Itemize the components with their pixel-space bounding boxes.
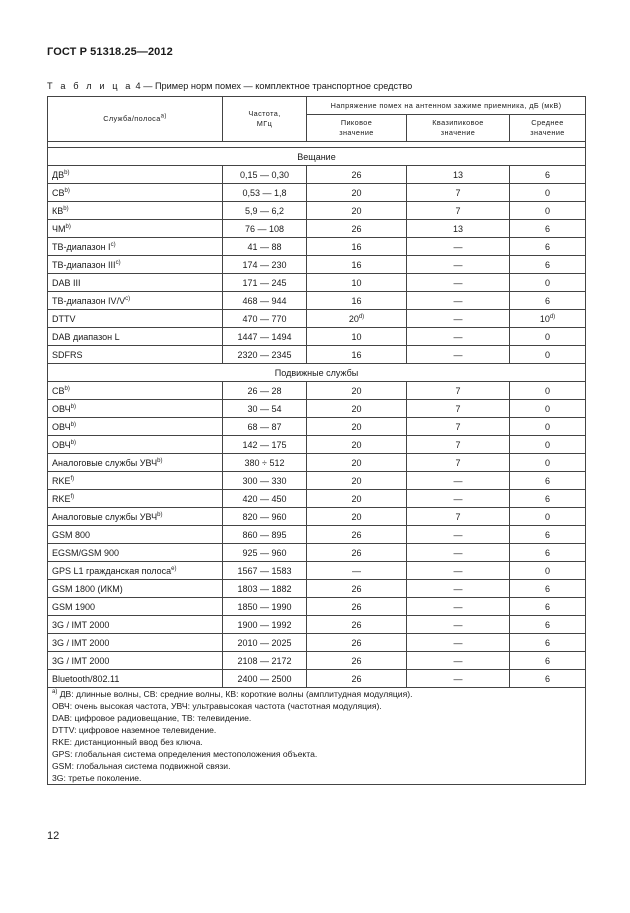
average-cell: 6 xyxy=(510,670,586,688)
peak-cell: 16 xyxy=(307,256,407,274)
table-row xyxy=(48,310,586,328)
norms-table xyxy=(47,96,586,785)
table-row xyxy=(48,202,586,220)
peak-cell: 26 xyxy=(307,652,407,670)
peak-cell: 20 xyxy=(307,508,407,526)
peak-cell: 26 xyxy=(307,526,407,544)
frequency-cell: 1850 — 1990 xyxy=(223,598,307,616)
service-cell: СВ$^{b)}$ xyxy=(48,382,223,400)
service-cell: DAB III xyxy=(48,274,223,292)
header-quasi-peak: Квазипиковое значение xyxy=(407,115,510,142)
frequency-cell: 860 — 895 xyxy=(223,526,307,544)
footnote-line: GSM: глобальная система подвижной связи. xyxy=(52,761,231,771)
frequency-cell: 174 — 230 xyxy=(223,256,307,274)
table-row xyxy=(48,616,586,634)
table-row xyxy=(48,346,586,364)
footnote-line: DAB: цифровое радиовещание, ТВ: телевидение. xyxy=(52,713,252,723)
service-cell: КВ$^{b)}$ xyxy=(48,202,223,220)
table-caption-label: Т а б л и ц а xyxy=(47,81,133,91)
quasi-peak-cell: 7 xyxy=(407,454,510,472)
table-footnotes xyxy=(48,688,586,785)
average-cell: 6 xyxy=(510,634,586,652)
frequency-cell: 2010 — 2025 xyxy=(223,634,307,652)
average-cell: 0 xyxy=(510,418,586,436)
table-row xyxy=(48,400,586,418)
table-row xyxy=(48,526,586,544)
service-cell: DAB диапазон L xyxy=(48,328,223,346)
service-cell: ДВ$^{b)}$ xyxy=(48,166,223,184)
frequency-cell: 171 — 245 xyxy=(223,274,307,292)
table-caption-text: — Пример норм помех — комплектное транспортное средство xyxy=(140,81,413,91)
peak-cell: 16 xyxy=(307,346,407,364)
table-row xyxy=(48,274,586,292)
frequency-cell: 300 — 330 xyxy=(223,472,307,490)
service-cell: GSM 1800 (ИКМ) xyxy=(48,580,223,598)
peak-cell: 20 xyxy=(307,400,407,418)
quasi-peak-cell: — xyxy=(407,328,510,346)
average-cell: 10$^{d)}$ xyxy=(510,310,586,328)
service-cell: Аналоговые службы УВЧ$^{b)}$ xyxy=(48,508,223,526)
service-cell: СВ$^{b)}$ xyxy=(48,184,223,202)
frequency-cell: 76 — 108 xyxy=(223,220,307,238)
peak-cell: 20 xyxy=(307,454,407,472)
peak-cell: 20 xyxy=(307,184,407,202)
peak-cell: 26 xyxy=(307,616,407,634)
frequency-cell: 380 ÷ 512 xyxy=(223,454,307,472)
table-row xyxy=(48,166,586,184)
average-cell: 6 xyxy=(510,580,586,598)
peak-cell: 20 xyxy=(307,436,407,454)
footnote-line: ОВЧ: очень высокая частота, УВЧ: ультравысокая частота (частотная модуляция). xyxy=(52,701,382,711)
table-row xyxy=(48,436,586,454)
peak-cell: 26 xyxy=(307,634,407,652)
frequency-cell: 41 — 88 xyxy=(223,238,307,256)
peak-cell: 26 xyxy=(307,166,407,184)
footnote-line: GPS: глобальная система определения местоположения объекта. xyxy=(52,749,318,759)
header-voltage: Напряжение помех на антенном зажиме приемника, дБ (мкВ) xyxy=(307,97,586,115)
quasi-peak-cell: 7 xyxy=(407,436,510,454)
service-cell: GSM 1900 xyxy=(48,598,223,616)
section-title: Подвижные службы xyxy=(48,364,586,382)
table-row xyxy=(48,418,586,436)
table-caption-number: 4 xyxy=(135,81,141,91)
header-frequency: Частота, МГц xyxy=(223,97,307,142)
average-cell: 0 xyxy=(510,202,586,220)
peak-cell: — xyxy=(307,562,407,580)
table-row xyxy=(48,562,586,580)
frequency-cell: 68 — 87 xyxy=(223,418,307,436)
table-row xyxy=(48,634,586,652)
peak-cell: 16 xyxy=(307,292,407,310)
table-row xyxy=(48,238,586,256)
service-cell: ОВЧ$^{b)}$ xyxy=(48,436,223,454)
service-cell: SDFRS xyxy=(48,346,223,364)
service-cell: GSM 800 xyxy=(48,526,223,544)
service-cell: GPS L1 гражданская полоса$^{e)}$ xyxy=(48,562,223,580)
service-cell: RKE$^{f)}$ xyxy=(48,472,223,490)
quasi-peak-cell: — xyxy=(407,490,510,508)
service-cell: EGSM/GSM 900 xyxy=(48,544,223,562)
page-number: 12 xyxy=(47,830,60,842)
table-row xyxy=(48,580,586,598)
average-cell: 6 xyxy=(510,166,586,184)
peak-cell: 26 xyxy=(307,220,407,238)
average-cell: 0 xyxy=(510,382,586,400)
frequency-cell: 2400 — 2500 xyxy=(223,670,307,688)
footnote-line: RKE: дистанционный ввод без ключа. xyxy=(52,737,203,747)
peak-cell: 26 xyxy=(307,670,407,688)
frequency-cell: 30 — 54 xyxy=(223,400,307,418)
service-cell: RKE$^{f)}$ xyxy=(48,490,223,508)
frequency-cell: 1803 — 1882 xyxy=(223,580,307,598)
service-cell: DTTV xyxy=(48,310,223,328)
table-row xyxy=(48,220,586,238)
footnote-line: DTTV: цифровое наземное телевидение. xyxy=(52,725,217,735)
table-row xyxy=(48,184,586,202)
peak-cell: 20 xyxy=(307,472,407,490)
quasi-peak-cell: — xyxy=(407,616,510,634)
average-cell: 0 xyxy=(510,274,586,292)
table-row xyxy=(48,544,586,562)
average-cell: 6 xyxy=(510,598,586,616)
frequency-cell: 26 — 28 xyxy=(223,382,307,400)
table-row xyxy=(48,256,586,274)
peak-cell: 26 xyxy=(307,544,407,562)
table-body xyxy=(48,148,586,688)
average-cell: 6 xyxy=(510,472,586,490)
average-cell: 6 xyxy=(510,238,586,256)
quasi-peak-cell: — xyxy=(407,598,510,616)
header-peak: Пиковое значение xyxy=(307,115,407,142)
frequency-cell: 470 — 770 xyxy=(223,310,307,328)
peak-cell: 16 xyxy=(307,238,407,256)
frequency-cell: 820 — 960 xyxy=(223,508,307,526)
average-cell: 0 xyxy=(510,508,586,526)
quasi-peak-cell: — xyxy=(407,670,510,688)
quasi-peak-cell: — xyxy=(407,238,510,256)
quasi-peak-cell: — xyxy=(407,580,510,598)
quasi-peak-cell: 7 xyxy=(407,382,510,400)
frequency-cell: 1900 — 1992 xyxy=(223,616,307,634)
quasi-peak-cell: 7 xyxy=(407,400,510,418)
table-row xyxy=(48,454,586,472)
average-cell: 0 xyxy=(510,184,586,202)
average-cell: 6 xyxy=(510,220,586,238)
service-cell: Bluetooth/802.11 xyxy=(48,670,223,688)
document-header: ГОСТ Р 51318.25—2012 xyxy=(47,46,173,58)
table-row xyxy=(48,508,586,526)
table-row xyxy=(48,382,586,400)
quasi-peak-cell: — xyxy=(407,562,510,580)
service-cell: ТВ-диапазон $I^{c)}$ xyxy=(48,238,223,256)
frequency-cell: 5,9 — 6,2 xyxy=(223,202,307,220)
quasi-peak-cell: — xyxy=(407,544,510,562)
quasi-peak-cell: — xyxy=(407,652,510,670)
frequency-cell: 1447 — 1494 xyxy=(223,328,307,346)
service-cell: ОВЧ$^{b)}$ xyxy=(48,400,223,418)
quasi-peak-cell: — xyxy=(407,310,510,328)
frequency-cell: 2108 — 2172 xyxy=(223,652,307,670)
frequency-cell: 925 — 960 xyxy=(223,544,307,562)
peak-cell: 20 xyxy=(307,490,407,508)
quasi-peak-cell: 7 xyxy=(407,508,510,526)
peak-cell: 20 xyxy=(307,418,407,436)
service-cell: ТВ-диапазон III$^{c)}$ xyxy=(48,256,223,274)
quasi-peak-cell: 13 xyxy=(407,220,510,238)
peak-cell: 20 xyxy=(307,382,407,400)
table-row xyxy=(48,490,586,508)
table-row xyxy=(48,670,586,688)
frequency-cell: 1567 — 1583 xyxy=(223,562,307,580)
quasi-peak-cell: — xyxy=(407,472,510,490)
table-row xyxy=(48,328,586,346)
section-row xyxy=(48,364,586,382)
service-cell: 3G / IMT 2000 xyxy=(48,652,223,670)
table-row xyxy=(48,598,586,616)
quasi-peak-cell: — xyxy=(407,274,510,292)
service-cell: Аналоговые службы УВЧ$^{b)}$ xyxy=(48,454,223,472)
peak-cell: 10 xyxy=(307,328,407,346)
footnote-line: $^{a)}$ ДВ: длинные волны, СВ: средние волны, КВ: короткие волны (амплитудная модуляция). xyxy=(52,689,413,699)
average-cell: 6 xyxy=(510,652,586,670)
frequency-cell: 420 — 450 xyxy=(223,490,307,508)
peak-cell: 20 xyxy=(307,202,407,220)
quasi-peak-cell: — xyxy=(407,256,510,274)
average-cell: 6 xyxy=(510,256,586,274)
quasi-peak-cell: 7 xyxy=(407,418,510,436)
quasi-peak-cell: 13 xyxy=(407,166,510,184)
service-cell: 3G / IMT 2000 xyxy=(48,616,223,634)
peak-cell: 26 xyxy=(307,580,407,598)
section-row xyxy=(48,148,586,166)
average-cell: 6 xyxy=(510,616,586,634)
service-cell: ЧМ$^{b)}$ xyxy=(48,220,223,238)
quasi-peak-cell: — xyxy=(407,292,510,310)
quasi-peak-cell: 7 xyxy=(407,202,510,220)
average-cell: 6 xyxy=(510,526,586,544)
average-cell: 0 xyxy=(510,436,586,454)
table-caption xyxy=(47,81,412,91)
service-cell: 3G / IMT 2000 xyxy=(48,634,223,652)
quasi-peak-cell: 7 xyxy=(407,184,510,202)
average-cell: 0 xyxy=(510,346,586,364)
frequency-cell: 468 — 944 xyxy=(223,292,307,310)
average-cell: 0 xyxy=(510,400,586,418)
header-service: Служба/полоса$^{a)}$ xyxy=(48,97,223,142)
table-row xyxy=(48,292,586,310)
quasi-peak-cell: — xyxy=(407,526,510,544)
average-cell: 6 xyxy=(510,544,586,562)
frequency-cell: 0,15 — 0,30 xyxy=(223,166,307,184)
peak-cell: 10 xyxy=(307,274,407,292)
average-cell: 0 xyxy=(510,328,586,346)
quasi-peak-cell: — xyxy=(407,346,510,364)
frequency-cell: 2320 — 2345 xyxy=(223,346,307,364)
section-title: Вещание xyxy=(48,148,586,166)
average-cell: 6 xyxy=(510,490,586,508)
header-average: Среднее значение xyxy=(510,115,586,142)
average-cell: 0 xyxy=(510,454,586,472)
quasi-peak-cell: — xyxy=(407,634,510,652)
frequency-cell: 0,53 — 1,8 xyxy=(223,184,307,202)
frequency-cell: 142 — 175 xyxy=(223,436,307,454)
average-cell: 6 xyxy=(510,292,586,310)
footnote-line: 3G: третье поколение. xyxy=(52,773,142,783)
service-cell: ТВ-диапазон $IV/V^{c)}$ xyxy=(48,292,223,310)
peak-cell: 26 xyxy=(307,598,407,616)
peak-cell: 20$^{d)}$ xyxy=(307,310,407,328)
service-cell: ОВЧ$^{b)}$ xyxy=(48,418,223,436)
table-row xyxy=(48,472,586,490)
table-row xyxy=(48,652,586,670)
average-cell: 0 xyxy=(510,562,586,580)
